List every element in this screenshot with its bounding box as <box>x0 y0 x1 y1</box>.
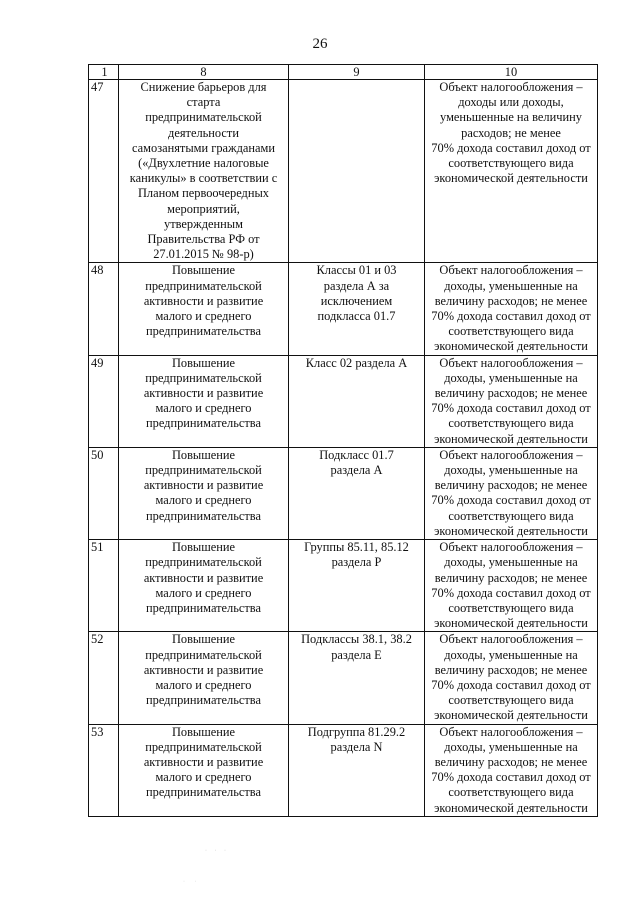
cell-line: Повышение <box>171 724 236 739</box>
header-col-9: 9 <box>289 65 425 80</box>
cell-line: предпринимательской <box>145 278 262 293</box>
cell-line: активности и развитие <box>143 293 264 308</box>
table-row <box>89 355 598 447</box>
header-row <box>89 65 598 80</box>
cell-line: величину расходов; не менее <box>434 662 588 677</box>
cell-col10 <box>425 447 598 539</box>
cell-line: доходы, уменьшенные на <box>444 370 578 385</box>
cell-col9 <box>289 447 425 539</box>
cell-line: утвержденным <box>164 216 243 231</box>
cell-line: экономической деятельности <box>434 708 588 723</box>
table-body <box>89 80 598 817</box>
cell-line: активности и развитие <box>143 662 264 677</box>
cell-line: предпринимательской <box>145 370 262 385</box>
cell-col9 <box>289 355 425 447</box>
cell-col9 <box>289 263 425 355</box>
cell-line: Правительства РФ от <box>147 232 260 247</box>
scan-specks: · · · <box>205 848 229 854</box>
cell-line: мероприятий, <box>167 201 240 216</box>
cell-line: малого и среднего <box>155 309 252 324</box>
cell-line: соответствующего вида <box>448 785 574 800</box>
cell-line: Подкласс 01.7 <box>319 447 394 462</box>
cell-line: экономической деятельности <box>434 339 588 354</box>
cell-line: малого и среднего <box>155 401 252 416</box>
cell-col9 <box>289 80 425 263</box>
cell-col10 <box>425 724 598 816</box>
table-row <box>89 263 598 355</box>
cell-line: соответствующего вида <box>448 416 574 431</box>
cell-col10 <box>425 632 598 724</box>
tax-table <box>88 64 598 817</box>
table-row <box>89 80 598 263</box>
cell-line: раздела А <box>330 463 383 478</box>
table-row <box>89 447 598 539</box>
cell-col8 <box>119 540 289 632</box>
cell-line: 70% дохода составил доход от <box>431 309 591 324</box>
cell-line: Подгруппа 81.29.2 <box>307 724 406 739</box>
table-row <box>89 724 598 816</box>
cell-line: активности и развитие <box>143 754 264 769</box>
cell-col10 <box>425 355 598 447</box>
cell-line: Объект налогообложения – <box>439 80 583 94</box>
cell-line: экономической деятельности <box>434 800 588 815</box>
cell-line: соответствующего вида <box>448 693 574 708</box>
cell-line: доходы, уменьшенные на <box>444 739 578 754</box>
cell-line: Классы 01 и 03 <box>316 263 397 278</box>
cell-line: соответствующего вида <box>448 156 574 171</box>
cell-line: доходы, уменьшенные на <box>444 278 578 293</box>
cell-line: величину расходов; не менее <box>434 754 588 769</box>
page-number: 26 <box>312 36 328 52</box>
cell-line: активности и развитие <box>143 478 264 493</box>
row-number: 49 <box>89 355 119 447</box>
row-number: 50 <box>89 447 119 539</box>
cell-line: 70% дохода составил доход от <box>431 585 591 600</box>
cell-line: Повышение <box>171 263 236 278</box>
cell-col10 <box>425 80 598 263</box>
cell-line: подкласса 01.7 <box>317 309 396 324</box>
table-header <box>89 65 598 80</box>
cell-line: 70% дохода составил доход от <box>431 401 591 416</box>
row-number: 53 <box>89 724 119 816</box>
cell-line: Объект налогообложения – <box>439 724 583 739</box>
cell-line: предпринимательства <box>146 785 261 800</box>
cell-line: исключением <box>320 293 393 308</box>
cell-line: старта <box>186 95 221 110</box>
cell-line: 70% дохода составил доход от <box>431 140 591 155</box>
cell-line: Подклассы 38.1, 38.2 <box>301 632 412 647</box>
cell-line: расходов; не менее <box>461 125 561 140</box>
cell-line: («Двухлетние налоговые <box>138 156 269 171</box>
cell-line: предпринимательской <box>145 739 262 754</box>
cell-line: предпринимательства <box>146 600 261 615</box>
cell-line: экономической деятельности <box>434 431 588 446</box>
cell-line: раздела А за <box>323 278 390 293</box>
row-number: 48 <box>89 263 119 355</box>
cell-line: доходы или доходы, <box>458 95 564 110</box>
cell-col9 <box>289 540 425 632</box>
row-number: 47 <box>89 80 119 263</box>
cell-line: величину расходов; не менее <box>434 293 588 308</box>
cell-line: деятельности <box>168 125 239 140</box>
cell-line: экономической деятельности <box>434 523 588 538</box>
row-number: 51 <box>89 540 119 632</box>
cell-line: активности и развитие <box>143 570 264 585</box>
cell-line: Снижение барьеров для <box>140 80 267 94</box>
cell-line: экономической деятельности <box>434 616 588 631</box>
cell-line: уменьшенные на величину <box>440 110 582 125</box>
cell-line: Объект налогообложения – <box>439 540 583 555</box>
header-col-8: 8 <box>119 65 289 80</box>
cell-line: предпринимательства <box>146 416 261 431</box>
cell-line: раздела Е <box>331 647 382 662</box>
cell-line: Объект налогообложения – <box>439 263 583 278</box>
cell-line: предпринимательской <box>145 647 262 662</box>
cell-col8 <box>119 355 289 447</box>
cell-line: 70% дохода составил доход от <box>431 493 591 508</box>
cell-line: Планом первоочередных <box>137 186 270 201</box>
cell-line: каникулы» в соответствии с <box>129 171 278 186</box>
cell-col8 <box>119 632 289 724</box>
cell-line: Повышение <box>171 632 236 647</box>
cell-line: доходы, уменьшенные на <box>444 555 578 570</box>
cell-line: Объект налогообложения – <box>439 355 583 370</box>
cell-line: предпринимательства <box>146 324 261 339</box>
cell-line: предпринимательской <box>145 555 262 570</box>
header-col-10: 10 <box>425 65 598 80</box>
cell-line: малого и среднего <box>155 493 252 508</box>
cell-line: Повышение <box>171 447 236 462</box>
cell-line: величину расходов; не менее <box>434 570 588 585</box>
cell-line: Объект налогообложения – <box>439 632 583 647</box>
cell-line: соответствующего вида <box>448 600 574 615</box>
cell-line: предпринимательской <box>145 463 262 478</box>
table-row <box>89 540 598 632</box>
table-row <box>89 632 598 724</box>
cell-line: Повышение <box>171 540 236 555</box>
cell-line: соответствующего вида <box>448 508 574 523</box>
cell-col10 <box>425 263 598 355</box>
cell-line: Объект налогообложения – <box>439 447 583 462</box>
cell-col8 <box>119 80 289 263</box>
cell-line: величину расходов; не менее <box>434 386 588 401</box>
cell-line: 70% дохода составил доход от <box>431 770 591 785</box>
cell-line: экономической деятельности <box>434 171 588 186</box>
cell-line: малого и среднего <box>155 677 252 692</box>
cell-col8 <box>119 263 289 355</box>
cell-line: 70% дохода составил доход от <box>431 677 591 692</box>
header-col-1: 1 <box>89 65 119 80</box>
scan-specks: · · <box>183 879 201 885</box>
row-number: 52 <box>89 632 119 724</box>
cell-line: соответствующего вида <box>448 324 574 339</box>
cell-line: предпринимательства <box>146 693 261 708</box>
cell-line: величину расходов; не менее <box>434 478 588 493</box>
cell-line: раздела N <box>330 739 383 754</box>
cell-col9 <box>289 724 425 816</box>
cell-line: малого и среднего <box>155 770 252 785</box>
cell-line: доходы, уменьшенные на <box>444 647 578 662</box>
cell-line: 27.01.2015 № 98-р) <box>153 247 254 262</box>
cell-col8 <box>119 447 289 539</box>
cell-line: активности и развитие <box>143 386 264 401</box>
cell-col9 <box>289 632 425 724</box>
cell-line: доходы, уменьшенные на <box>444 463 578 478</box>
cell-line: Класс 02 раздела А <box>305 355 408 370</box>
cell-line: предпринимательства <box>146 508 261 523</box>
cell-col10 <box>425 540 598 632</box>
cell-line: Группы 85.11, 85.12 <box>304 540 409 555</box>
cell-line: предпринимательской <box>145 110 262 125</box>
cell-line: малого и среднего <box>155 585 252 600</box>
cell-line: самозанятыми гражданами <box>132 140 275 155</box>
cell-col8 <box>119 724 289 816</box>
cell-line: раздела Р <box>331 555 382 570</box>
cell-line: Повышение <box>171 355 236 370</box>
